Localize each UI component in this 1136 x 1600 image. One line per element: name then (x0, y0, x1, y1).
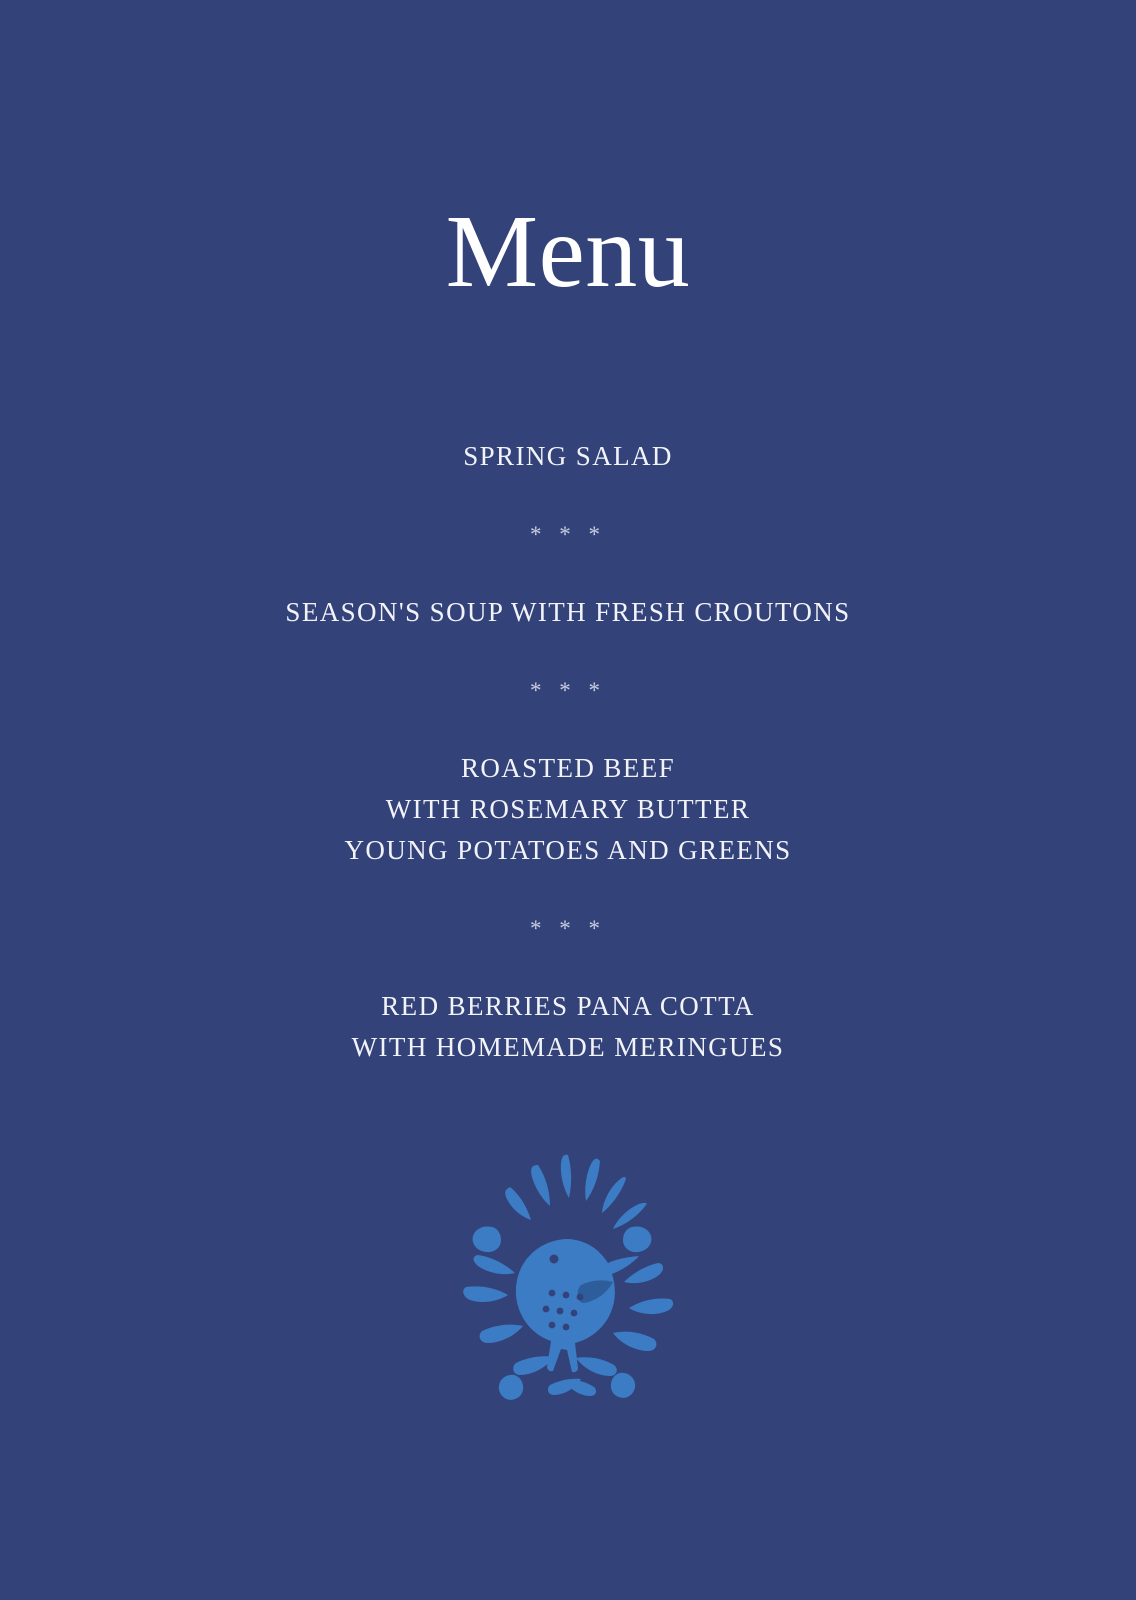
course-soup (285, 592, 850, 633)
course-line: SPRING SALAD (463, 440, 673, 471)
course-line: WITH ROSEMARY BUTTER (385, 793, 751, 824)
course-salad (463, 436, 673, 477)
course-line: YOUNG POTATOES AND GREENS (344, 834, 792, 865)
course-divider: * * * (530, 521, 606, 547)
bird-and-foliage-icon (418, 1135, 718, 1415)
menu-courses (0, 436, 1136, 1068)
course-divider: * * * (530, 677, 606, 703)
course-line: RED BERRIES PANA COTTA (381, 990, 755, 1021)
course-main (344, 748, 791, 871)
course-line: ROASTED BEEF (460, 752, 676, 783)
course-line: WITH HOMEMADE MERINGUES (351, 1031, 785, 1062)
course-divider: * * * (530, 915, 606, 941)
course-dessert (352, 986, 785, 1068)
page-title: Menu (445, 194, 691, 309)
course-line: SEASON'S SOUP WITH FRESH CROUTONS (285, 596, 851, 627)
